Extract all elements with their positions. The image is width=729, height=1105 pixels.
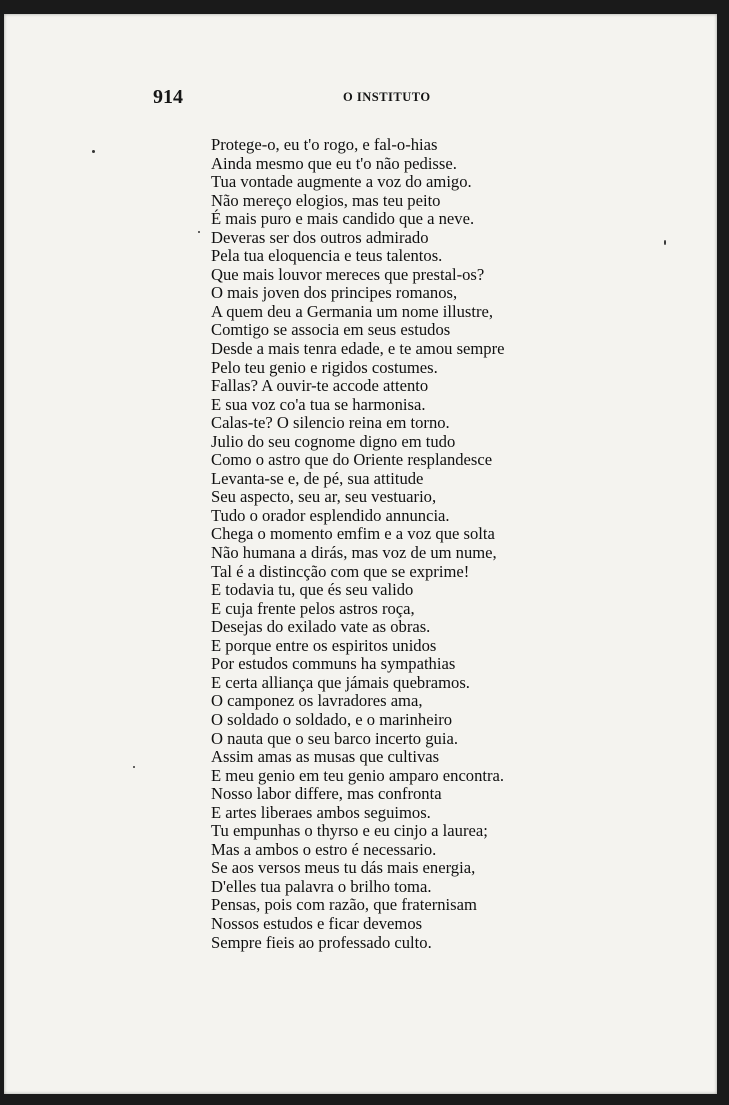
poem-line: Tudo o orador esplendido annuncia. [211, 505, 450, 525]
poem-line: Sempre fieis ao professado culto. [211, 932, 432, 952]
dust-speck [133, 766, 135, 768]
poem-line: Não humana a dirás, mas voz de um nume, [211, 543, 497, 563]
poem-line: Como o astro que do Oriente resplandesce [211, 450, 493, 470]
poem-line: E certa alliança que jámais quebramos. [211, 672, 470, 692]
poem-line: E porque entre os espiritos unidos [211, 635, 437, 655]
running-head: O INSTITUTO [343, 90, 431, 104]
poem-line: E sua voz co'a tua se harmonisa. [211, 394, 426, 414]
poem-line: Calas-te? O silencio reina em torno. [211, 413, 450, 433]
poem-line: Tu empunhas o thyrso e eu cinjo a laurea; [211, 821, 488, 841]
poem-line: Mas a ambos o estro é necessario. [211, 839, 437, 859]
poem-line: Nossos estudos e ficar devemos [211, 913, 423, 933]
poem-line: Pela tua eloquencia e teus talentos. [211, 246, 443, 266]
poem-line: D'elles tua palavra o brilho toma. [211, 876, 432, 896]
dust-speck [198, 231, 200, 233]
poem-line: Ainda mesmo que eu t'o não pedisse. [211, 153, 457, 173]
poem-line: Não mereço elogios, mas teu peito [211, 190, 441, 210]
page-number: 914 [153, 86, 183, 108]
poem-line: Seu aspecto, seu ar, seu vestuario, [211, 487, 437, 507]
poem-line: Tal é a distincção com que se exprime! [211, 561, 470, 581]
dust-speck [92, 150, 95, 153]
poem-line: Levanta-se e, de pé, sua attitude [211, 468, 424, 488]
poem-line: Chega o momento emfim e a voz que solta [211, 524, 495, 544]
poem-text [211, 136, 641, 952]
poem-line: E artes liberaes ambos seguimos. [211, 802, 431, 822]
dust-speck [664, 240, 666, 245]
poem-line: Comtigo se associa em seus estudos [211, 320, 451, 340]
poem-line: Protege-o, eu t'o rogo, e fal-o-hias [211, 135, 438, 154]
poem-line: O camponez os lavradores ama, [211, 691, 423, 711]
poem-line: E meu genio em teu genio amparo encontra. [211, 765, 505, 785]
poem-line: Tua vontade augmente a voz do amigo. [211, 172, 472, 192]
poem-line: A quem deu a Germania um nome illustre, [211, 301, 494, 321]
poem-line: Desde a mais tenra edade, e te amou sempre [211, 339, 505, 359]
poem-line: O nauta que o seu barco incerto guia. [211, 728, 458, 748]
poem-line: Se aos versos meus tu dás mais energia, [211, 858, 476, 878]
poem-line: O mais joven dos principes romanos, [211, 283, 458, 303]
poem-line: Desejas do exilado vate as obras. [211, 617, 431, 637]
poem-line: Fallas? A ouvir-te accode attento [211, 376, 429, 396]
poem-line: Nosso labor differe, mas confronta [211, 784, 442, 804]
poem-line: Julio do seu cognome digno em tudo [211, 431, 456, 451]
poem-line: Assim amas as musas que cultivas [211, 747, 440, 767]
poem-line: Que mais louvor mereces que prestal-os? [211, 264, 485, 284]
poem-line: Deveras ser dos outros admirado [211, 227, 429, 247]
poem-line: É mais puro e mais candido que a neve. [211, 209, 475, 229]
poem-line: E todavia tu, que és seu valido [211, 580, 414, 600]
poem-line: Pelo teu genio e rigidos costumes. [211, 357, 438, 377]
poem-line: Pensas, pois com razão, que fraternisam [211, 895, 477, 915]
poem-line: E cuja frente pelos astros roça, [211, 598, 415, 618]
poem-line: Por estudos communs ha sympathias [211, 654, 456, 674]
poem-line: O soldado o soldado, e o marinheiro [211, 709, 453, 729]
